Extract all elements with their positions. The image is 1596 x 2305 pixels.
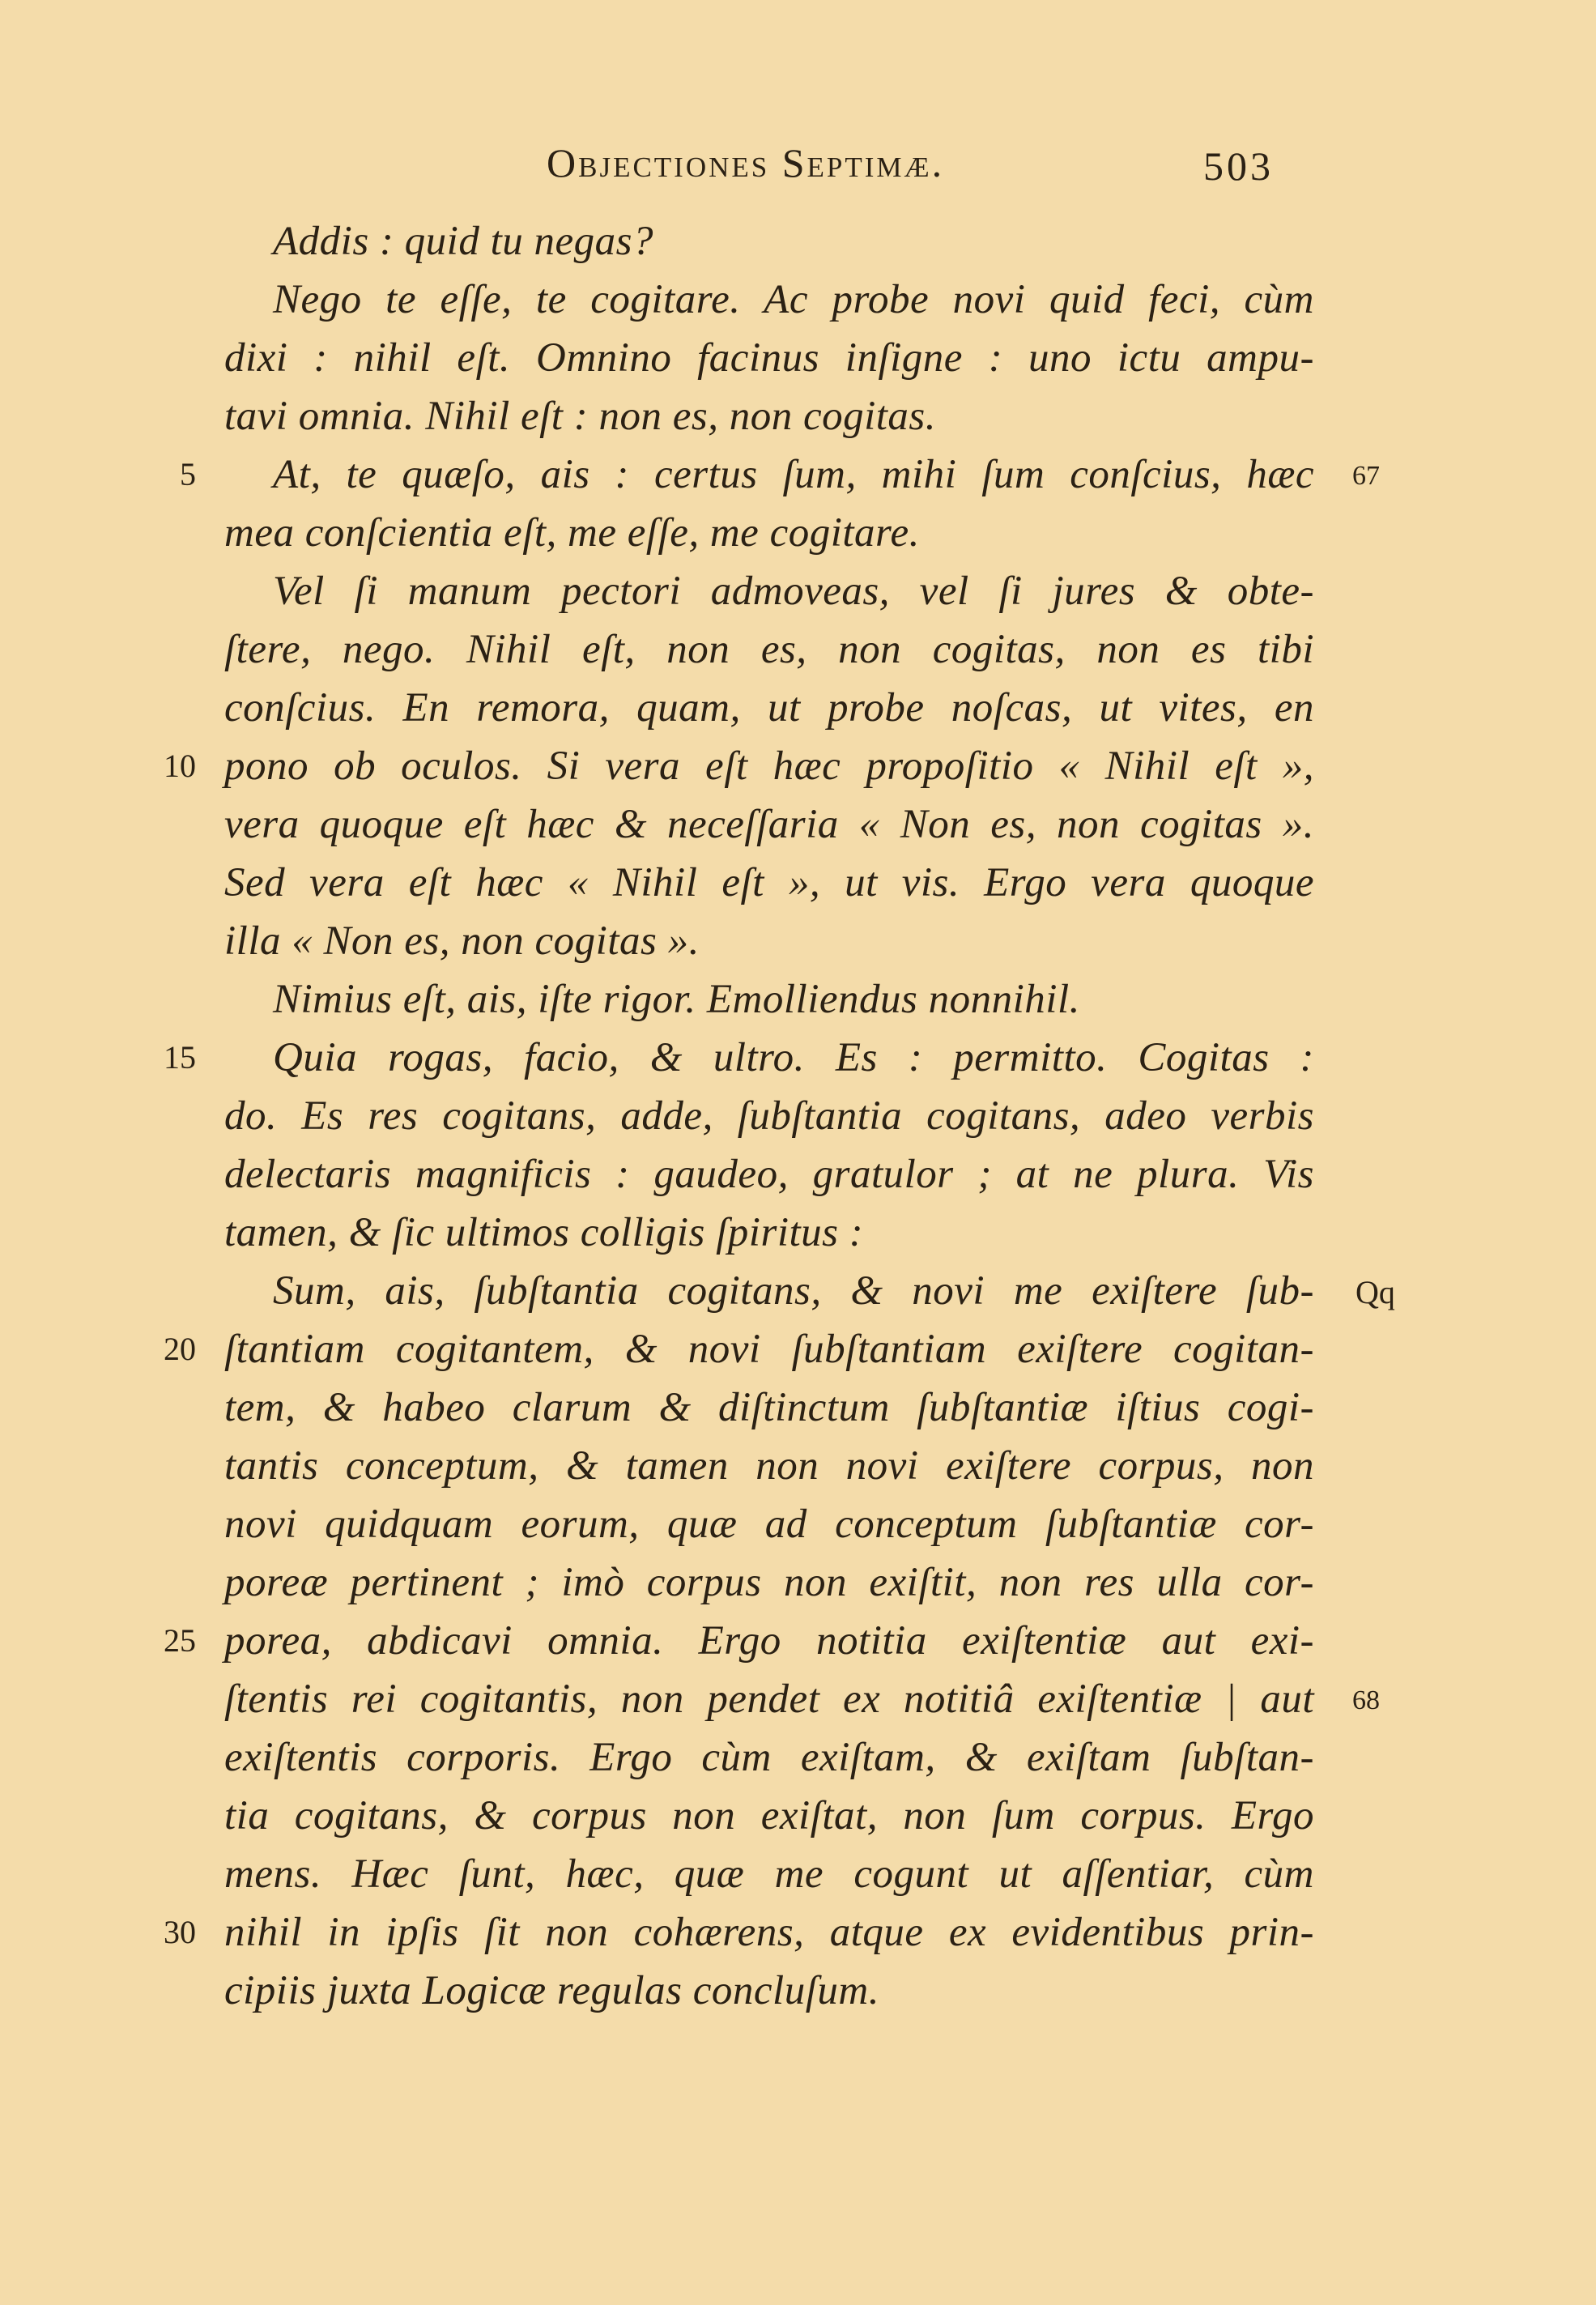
line-number: 20 xyxy=(164,1331,196,1367)
text-line: tantis conceptum, & tamen non novi exiſtere corpus, non xyxy=(224,1443,1314,1489)
text-line: Sed vera eſt hæc « Nihil eſt », ut vis. Ergo vera quoque xyxy=(224,860,1314,905)
line-number: 15 xyxy=(164,1039,196,1076)
text-line: delectaris magnificis : gaudeo, gratulor ; at ne plura. Vis xyxy=(224,1152,1314,1197)
line-number: 30 xyxy=(164,1914,196,1950)
text-line: nihil in ipſis ſit non cohærens, atque ex evidentibus prin- xyxy=(224,1910,1314,1955)
running-title: Objectiones Septimæ. xyxy=(547,140,945,185)
text-line: Nego te eſſe, te cogitare. Ac probe novi quid feci, cùm xyxy=(273,277,1314,322)
text-line: Quia rogas, facio, & ultro. Es : permitto. Cogitas : xyxy=(273,1035,1314,1080)
text-line: illa « Non es, non cogitas ». xyxy=(224,918,700,964)
text-line: ſtantiam cogitantem, & novi ſubſtantiam exiſtere cogitan- xyxy=(224,1327,1314,1372)
page-number: 503 xyxy=(1203,143,1274,189)
text-line: tem, & habeo clarum & diſtinctum ſubſtantiæ iſtius cogi- xyxy=(224,1385,1314,1430)
text-line: conſcius. En remora, quam, ut probe noſcas, ut vites, en xyxy=(224,685,1314,731)
margin-signature-mark: Qq xyxy=(1356,1274,1395,1310)
text-line: porea, abdicavi omnia. Ergo notitia exiſtentiæ aut exi- xyxy=(224,1618,1314,1664)
text-line: mea conſcientia eſt, me eſſe, me cogitare. xyxy=(224,510,920,556)
text-line: tavi omnia. Nihil eſt : non es, non cogitas. xyxy=(224,394,937,439)
margin-page-reference: 68 xyxy=(1352,1685,1380,1715)
text-line: tia cogitans, & corpus non exiſtat, non ſum corpus. Ergo xyxy=(224,1793,1314,1838)
text-line: Vel ſi manum pectori admoveas, vel ſi jures & obte- xyxy=(273,569,1314,614)
text-line: At, te quæſo, ais : certus ſum, mihi ſum conſcius, hæc xyxy=(273,452,1314,497)
text-line: vera quoque eſt hæc & neceſſaria « Non es, non cogitas ». xyxy=(224,802,1314,847)
line-number: 10 xyxy=(164,748,196,784)
margin-page-reference: 67 xyxy=(1352,461,1380,491)
text-line: exiſtentis corporis. Ergo cùm exiſtam, & exiſtam ſubſtan- xyxy=(224,1735,1314,1780)
text-line: ſtere, nego. Nihil eſt, non es, non cogitas, non es tibi xyxy=(224,627,1314,672)
text-line: mens. Hæc ſunt, hæc, quæ me cogunt ut aſſentiar, cùm xyxy=(224,1851,1314,1897)
text-line: poreæ pertinent ; imò corpus non exiſtit, non res ulla cor- xyxy=(224,1560,1314,1605)
text-line: dixi : nihil eſt. Omnino facinus inſigne : uno ictu ampu- xyxy=(224,335,1314,381)
text-line: ſtentis rei cogitantis, non pendet ex notitiâ exiſtentiæ | aut xyxy=(224,1677,1314,1722)
text-line: do. Es res cogitans, adde, ſubſtantia cogitans, adeo verbis xyxy=(224,1093,1314,1139)
line-number: 25 xyxy=(164,1622,196,1659)
text-line: Sum, ais, ſubſtantia cogitans, & novi me exiſtere ſub- xyxy=(273,1268,1314,1314)
text-line: pono ob oculos. Si vera eſt hæc propoſitio « Nihil eſt », xyxy=(224,743,1314,789)
text-line: tamen, & ſic ultimos colligis ſpiritus : xyxy=(224,1210,864,1255)
text-line: cipiis juxta Logicæ regulas concluſum. xyxy=(224,1968,879,2013)
text-line: novi quidquam eorum, quæ ad conceptum ſubſtantiæ cor- xyxy=(224,1502,1314,1547)
text-line: Addis : quid tu negas? xyxy=(273,219,653,264)
line-number: 5 xyxy=(180,456,196,492)
text-line: Nimius eſt, ais, iſte rigor. Emolliendus nonnihil. xyxy=(273,977,1080,1022)
